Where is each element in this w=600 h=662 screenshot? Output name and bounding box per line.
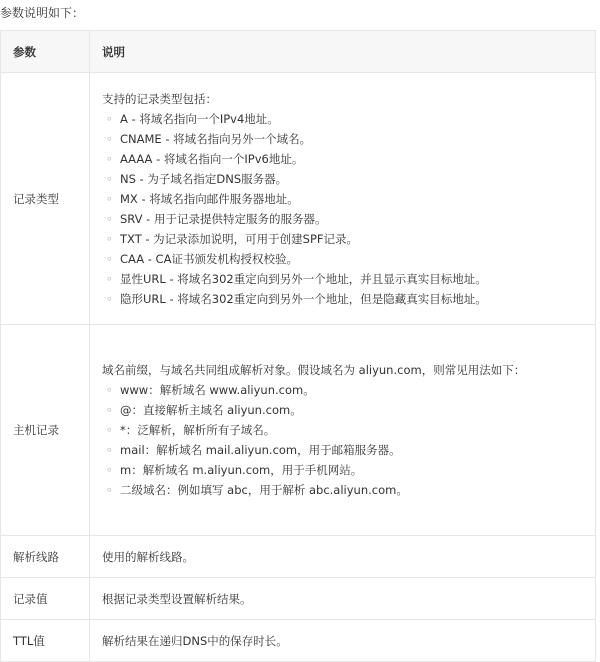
row-desc: [90, 73, 596, 325]
list-item: ◦ TXT - 为记录添加说明，可用于创建SPF记录。: [102, 229, 595, 249]
row-name: 解析线路: [1, 536, 90, 578]
list-item: ◦ @：直接解析主域名 aliyun.com。: [102, 400, 595, 420]
row-desc: [90, 325, 596, 536]
list-item: ◦ MX - 将域名指向邮件服务器地址。: [102, 189, 595, 209]
list-item: ◦ CNAME - 将域名指向另外一个域名。: [102, 129, 595, 149]
list-item: ◦ CAA - CA证书颁发机构授权校验。: [102, 249, 595, 269]
list-item: ◦ www：解析域名 www.aliyun.com。: [102, 380, 595, 400]
row-desc: 使用的解析线路。: [90, 536, 596, 578]
row-desc: 解析结果在递归DNS中的保存时长。: [90, 620, 596, 662]
table-row-record-type: [1, 73, 596, 325]
list-item: ◦ SRV - 用于记录提供特定服务的服务器。: [102, 209, 595, 229]
row-name: 主机记录: [1, 325, 90, 536]
row-name: 记录类型: [1, 73, 90, 325]
header-desc: 说明: [90, 31, 596, 73]
list-item: ◦ A - 将域名指向一个IPv4地址。: [102, 109, 595, 129]
desc-lead: 域名前缀，与域名共同组成解析对象。假设域名为 aliyun.com，则常见用法如下：: [102, 363, 526, 377]
list-item: ◦ 二级域名：例如填写 abc，用于解析 abc.aliyun.com。: [102, 480, 595, 500]
table-row-value: [1, 578, 596, 620]
list-item: ◦ 隐形URL - 将域名302重定向到另外一个地址，但是隐藏真实目标地址。: [102, 289, 595, 309]
row-name: 记录值: [1, 578, 90, 620]
desc-lead: 支持的记录类型包括：: [102, 91, 217, 106]
table-row-host-record: [1, 325, 596, 536]
list-item: ◦ AAAA - 将域名指向一个IPv6地址。: [102, 149, 595, 169]
list-item: ◦ NS - 为子域名指定DNS服务器。: [102, 169, 595, 189]
intro-text: 参数说明如下：: [0, 6, 85, 20]
list-item: ◦ *：泛解析，解析所有子域名。: [102, 420, 595, 440]
list-item: ◦ mail：解析域名 mail.aliyun.com，用于邮箱服务器。: [102, 440, 595, 460]
table-row-line: [1, 536, 596, 578]
list-item: ◦ 显性URL - 将域名302重定向到另外一个地址，并且显示真实目标地址。: [102, 269, 595, 289]
table-header-row: [1, 31, 596, 73]
row-desc: 根据记录类型设置解析结果。: [90, 578, 596, 620]
row-name: TTL值: [1, 620, 90, 662]
parameter-table: [0, 30, 596, 662]
table-row-ttl: [1, 620, 596, 662]
list-item: ◦ m：解析域名 m.aliyun.com，用于手机网站。: [102, 460, 595, 480]
header-param: 参数: [1, 31, 90, 73]
